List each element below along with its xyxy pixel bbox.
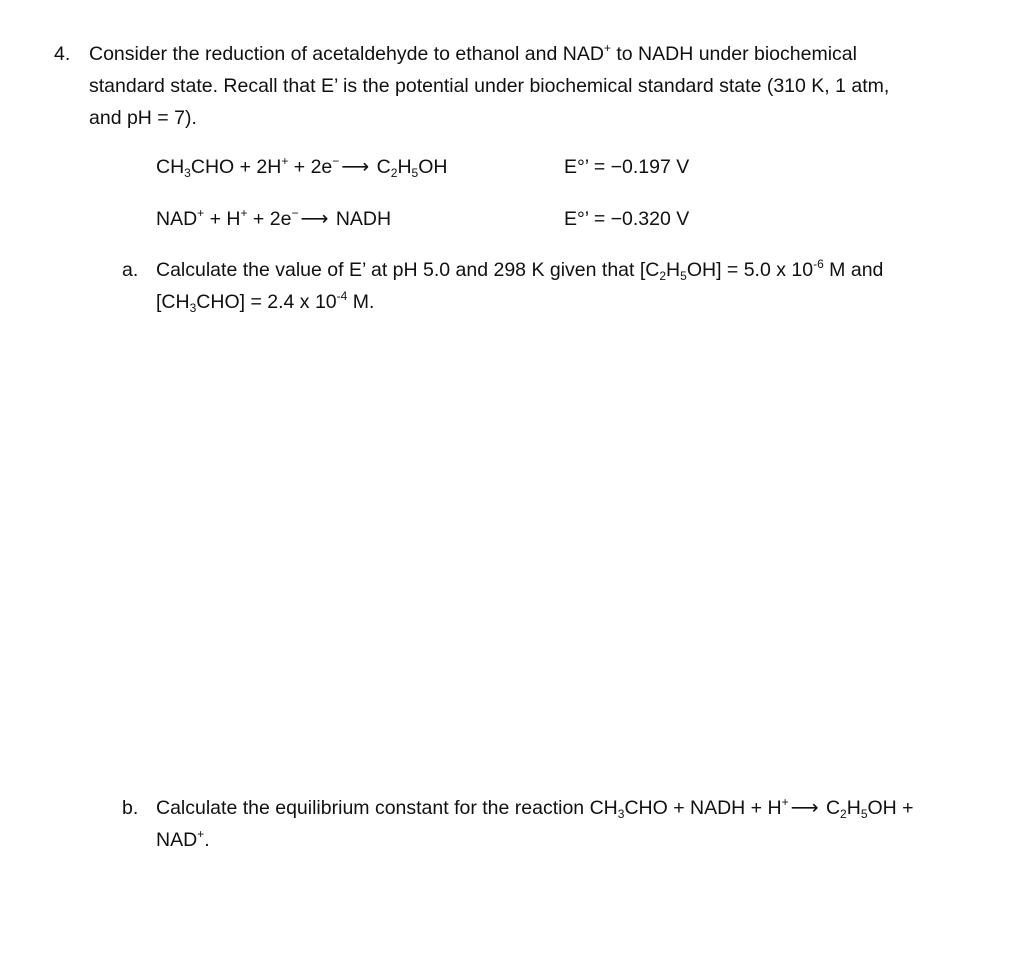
reaction-equation-1: $CH_3CHO + 2H^+ + 2e^-$ ⟶ $C_2H_5OH$	[156, 154, 448, 180]
part-b-text	[156, 796, 986, 860]
part-a-text	[156, 258, 986, 322]
part-b-line-1: Calculate the equilibrium constant for the reaction $CH_3CHO$ + NADH + H+ ⟶ $C_2H_5OH$ +	[156, 795, 914, 821]
reaction-arrow-icon: ⟶	[341, 156, 370, 178]
part-a-letter: a.	[122, 259, 139, 281]
intro-line-3: and pH = 7).	[89, 107, 197, 129]
question-number: 4.	[54, 43, 71, 65]
part-b-line-2: NAD+.	[156, 827, 210, 851]
reaction-arrow-icon: ⟶	[790, 797, 819, 819]
part-a-line-1: Calculate the value of E’ at pH 5.0 and 298 K given that $[C_2H_5OH] = 5.0$ x $10^{-6}$ M and	[156, 257, 884, 283]
reaction-equation-2: NAD+ + H+ + 2e− ⟶ NADH	[156, 206, 392, 230]
reaction-arrow-icon: ⟶	[300, 208, 329, 230]
reaction-potential-2: E°’ = −0.320 V	[564, 208, 690, 230]
part-a-line-2: $[CH_3CHO] = 2.4$ x $10^{-4}$ M.	[156, 289, 375, 315]
part-b-letter: b.	[122, 797, 139, 819]
intro-line-1: Consider the reduction of acetaldehyde to ethanol and NAD+ to NADH under biochemical	[89, 41, 857, 65]
question-intro	[89, 42, 989, 138]
intro-line-2: standard state. Recall that E’ is the potential under biochemical standard state (310 K, 1 atm,	[89, 75, 890, 97]
reaction-potential-1: E°’ = −0.197 V	[564, 156, 690, 178]
